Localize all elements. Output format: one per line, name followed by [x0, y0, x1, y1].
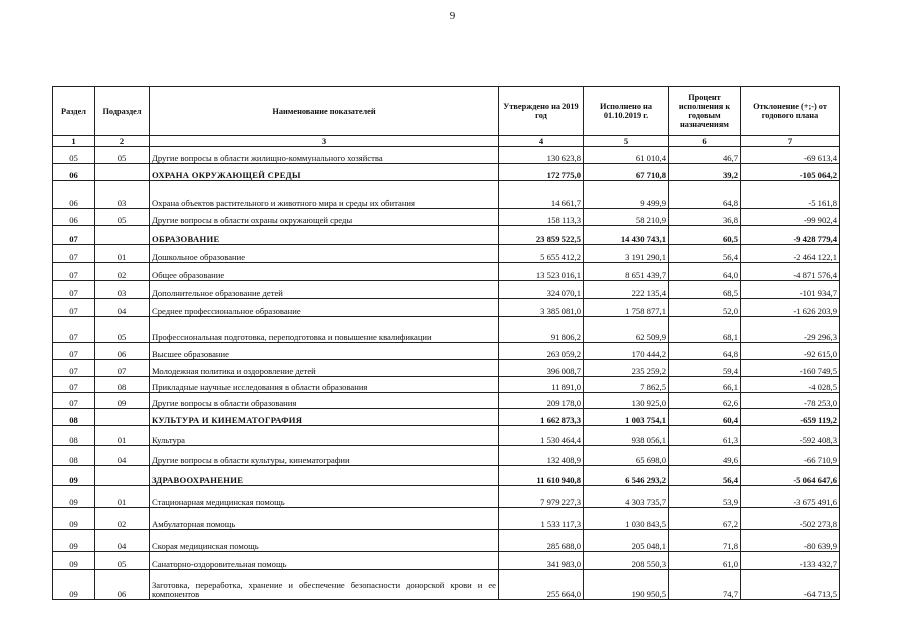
cell-executed: 1 758 877,1 [584, 299, 669, 317]
cell-deviation: -4 871 576,4 [741, 263, 840, 281]
cell-podrazdel: 06 [95, 343, 150, 360]
cell-approved: 158 113,3 [499, 209, 584, 226]
cell-podrazdel [95, 409, 150, 426]
cell-deviation: -659 119,2 [741, 409, 840, 426]
header-executed: Исполнено на 01.10.2019 г. [584, 87, 669, 136]
cell-name: Амбулаторная помощь [150, 508, 499, 530]
cell-executed: 67 710,8 [584, 164, 669, 181]
table-row [53, 226, 840, 245]
header-approved: Утверждено на 2019 год [499, 87, 584, 136]
header-percent: Процент исполнения к годовым назначениям [669, 87, 741, 136]
table-row [53, 245, 840, 263]
cell-razdel: 07 [53, 377, 95, 393]
cell-executed: 190 950,5 [584, 570, 669, 600]
table-header-row [53, 87, 840, 136]
cell-podrazdel: 02 [95, 508, 150, 530]
table-row [53, 299, 840, 317]
cell-percent: 39,2 [669, 164, 741, 181]
cell-name: Общее образование [150, 263, 499, 281]
cell-executed: 130 925,0 [584, 393, 669, 409]
cell-percent: 74,7 [669, 570, 741, 600]
table-row [53, 409, 840, 426]
cell-podrazdel: 04 [95, 530, 150, 552]
cell-podrazdel: 03 [95, 281, 150, 299]
cell-podrazdel: 05 [95, 552, 150, 570]
table-row [53, 426, 840, 446]
cell-executed: 4 303 735,7 [584, 486, 669, 508]
column-number: 7 [741, 136, 840, 147]
cell-percent: 64,8 [669, 181, 741, 209]
cell-razdel: 07 [53, 393, 95, 409]
cell-name: Заготовка, переработка, хранение и обеспечение безопасности донорской крови и ее компонентов [150, 570, 499, 600]
cell-deviation: -5 064 647,6 [741, 466, 840, 486]
cell-deviation: -592 408,3 [741, 426, 840, 446]
cell-approved: 209 178,0 [499, 393, 584, 409]
cell-razdel: 07 [53, 360, 95, 377]
cell-executed: 1 003 754,1 [584, 409, 669, 426]
cell-percent: 56,4 [669, 466, 741, 486]
column-number: 1 [53, 136, 95, 147]
cell-name: Прикладные научные исследования в области образования [150, 377, 499, 393]
cell-razdel: 07 [53, 226, 95, 245]
cell-name: Санаторно-оздоровительная помощь [150, 552, 499, 570]
cell-podrazdel: 01 [95, 486, 150, 508]
cell-name: Дополнительное образование детей [150, 281, 499, 299]
cell-percent: 66,1 [669, 377, 741, 393]
cell-podrazdel: 03 [95, 181, 150, 209]
cell-executed: 9 499,9 [584, 181, 669, 209]
cell-name: Среднее профессиональное образование [150, 299, 499, 317]
cell-name: Дошкольное образование [150, 245, 499, 263]
cell-deviation: -101 934,7 [741, 281, 840, 299]
cell-approved: 1 530 464,4 [499, 426, 584, 446]
cell-approved: 132 408,9 [499, 446, 584, 466]
cell-razdel: 08 [53, 446, 95, 466]
cell-approved: 255 664,0 [499, 570, 584, 600]
table-row [53, 209, 840, 226]
cell-approved: 285 688,0 [499, 530, 584, 552]
cell-approved: 14 661,7 [499, 181, 584, 209]
cell-percent: 36,8 [669, 209, 741, 226]
table-row [53, 343, 840, 360]
column-number: 6 [669, 136, 741, 147]
table-row [53, 393, 840, 409]
cell-deviation: -5 161,8 [741, 181, 840, 209]
cell-executed: 7 862,5 [584, 377, 669, 393]
cell-percent: 49,6 [669, 446, 741, 466]
cell-podrazdel: 01 [95, 245, 150, 263]
cell-razdel: 05 [53, 147, 95, 164]
cell-approved: 13 523 016,1 [499, 263, 584, 281]
cell-executed: 938 056,1 [584, 426, 669, 446]
cell-name: КУЛЬТУРА И КИНЕМАТОГРАФИЯ [150, 409, 499, 426]
cell-deviation: -502 273,8 [741, 508, 840, 530]
table-row [53, 552, 840, 570]
cell-percent: 71,8 [669, 530, 741, 552]
cell-percent: 67,2 [669, 508, 741, 530]
table-row [53, 486, 840, 508]
cell-approved: 91 806,2 [499, 317, 584, 343]
cell-deviation: -2 464 122,1 [741, 245, 840, 263]
cell-razdel: 09 [53, 530, 95, 552]
cell-approved: 11 891,0 [499, 377, 584, 393]
table-row [53, 360, 840, 377]
cell-approved: 11 610 940,8 [499, 466, 584, 486]
cell-approved: 3 385 081,0 [499, 299, 584, 317]
cell-percent: 52,0 [669, 299, 741, 317]
cell-executed: 65 698,0 [584, 446, 669, 466]
cell-executed: 222 135,4 [584, 281, 669, 299]
column-number-row [53, 136, 840, 147]
cell-deviation: -1 626 203,9 [741, 299, 840, 317]
column-number: 3 [150, 136, 499, 147]
cell-name: Культура [150, 426, 499, 446]
cell-percent: 64,0 [669, 263, 741, 281]
cell-podrazdel [95, 226, 150, 245]
cell-deviation: -133 432,7 [741, 552, 840, 570]
cell-executed: 6 546 293,2 [584, 466, 669, 486]
cell-deviation: -80 639,9 [741, 530, 840, 552]
table-row [53, 466, 840, 486]
cell-percent: 60,5 [669, 226, 741, 245]
cell-approved: 23 859 522,5 [499, 226, 584, 245]
cell-approved: 7 979 227,3 [499, 486, 584, 508]
cell-razdel: 09 [53, 570, 95, 600]
cell-executed: 170 444,2 [584, 343, 669, 360]
table-row [53, 147, 840, 164]
cell-razdel: 09 [53, 486, 95, 508]
cell-deviation: -105 064,2 [741, 164, 840, 181]
cell-deviation: -78 253,0 [741, 393, 840, 409]
cell-name: Стационарная медицинская помощь [150, 486, 499, 508]
cell-approved: 172 775,0 [499, 164, 584, 181]
cell-deviation: -160 749,5 [741, 360, 840, 377]
cell-percent: 46,7 [669, 147, 741, 164]
cell-podrazdel: 09 [95, 393, 150, 409]
cell-executed: 3 191 290,1 [584, 245, 669, 263]
cell-approved: 324 070,1 [499, 281, 584, 299]
cell-razdel: 07 [53, 299, 95, 317]
cell-percent: 62,6 [669, 393, 741, 409]
header-razdel: Раздел [53, 87, 95, 136]
cell-podrazdel: 01 [95, 426, 150, 446]
cell-podrazdel [95, 164, 150, 181]
cell-name: Профессиональная подготовка, переподготовка и повышение квалификации [150, 317, 499, 343]
cell-razdel: 06 [53, 209, 95, 226]
cell-approved: 1 533 117,3 [499, 508, 584, 530]
cell-executed: 14 430 743,1 [584, 226, 669, 245]
cell-podrazdel: 05 [95, 147, 150, 164]
cell-executed: 58 210,9 [584, 209, 669, 226]
page-number: 9 [449, 10, 456, 22]
cell-name: ОБРАЗОВАНИЕ [150, 226, 499, 245]
cell-approved: 341 983,0 [499, 552, 584, 570]
cell-razdel: 06 [53, 181, 95, 209]
cell-deviation: -92 615,0 [741, 343, 840, 360]
header-podrazdel: Подраздел [95, 87, 150, 136]
table-row [53, 181, 840, 209]
cell-deviation: -69 613,4 [741, 147, 840, 164]
cell-name: Охрана объектов растительного и животного мира и среды их обитания [150, 181, 499, 209]
cell-podrazdel [95, 466, 150, 486]
cell-razdel: 09 [53, 466, 95, 486]
cell-name: Другие вопросы в области образования [150, 393, 499, 409]
table-row [53, 508, 840, 530]
cell-razdel: 08 [53, 409, 95, 426]
cell-executed: 235 259,2 [584, 360, 669, 377]
header-name: Наименование показателей [150, 87, 499, 136]
cell-razdel: 07 [53, 343, 95, 360]
cell-podrazdel: 02 [95, 263, 150, 281]
cell-razdel: 07 [53, 263, 95, 281]
cell-deviation: -66 710,9 [741, 446, 840, 466]
table-row [53, 164, 840, 181]
cell-executed: 1 030 843,5 [584, 508, 669, 530]
cell-podrazdel: 06 [95, 570, 150, 600]
cell-approved: 396 008,7 [499, 360, 584, 377]
cell-razdel: 06 [53, 164, 95, 181]
cell-razdel: 07 [53, 245, 95, 263]
cell-percent: 64,8 [669, 343, 741, 360]
cell-name: Высшее образование [150, 343, 499, 360]
column-number: 4 [499, 136, 584, 147]
cell-deviation: -3 675 491,6 [741, 486, 840, 508]
cell-podrazdel: 05 [95, 317, 150, 343]
cell-name: ОХРАНА ОКРУЖАЮЩЕЙ СРЕДЫ [150, 164, 499, 181]
cell-podrazdel: 07 [95, 360, 150, 377]
cell-podrazdel: 08 [95, 377, 150, 393]
cell-percent: 61,0 [669, 552, 741, 570]
header-deviation: Отклонение (+;-) от годового плана [741, 87, 840, 136]
column-number: 2 [95, 136, 150, 147]
cell-percent: 56,4 [669, 245, 741, 263]
cell-razdel: 08 [53, 426, 95, 446]
cell-executed: 61 010,4 [584, 147, 669, 164]
cell-deviation: -99 902,4 [741, 209, 840, 226]
cell-name: Молодежная политика и оздоровление детей [150, 360, 499, 377]
table-row [53, 263, 840, 281]
cell-name: ЗДРАВООХРАНЕНИЕ [150, 466, 499, 486]
cell-percent: 68,1 [669, 317, 741, 343]
cell-approved: 130 623,8 [499, 147, 584, 164]
table-body [53, 147, 840, 600]
cell-name: Скорая медицинская помощь [150, 530, 499, 552]
cell-podrazdel: 04 [95, 446, 150, 466]
cell-razdel: 07 [53, 281, 95, 299]
table-row [53, 570, 840, 600]
cell-executed: 8 651 439,7 [584, 263, 669, 281]
cell-razdel: 09 [53, 508, 95, 530]
cell-percent: 61,3 [669, 426, 741, 446]
column-number: 5 [584, 136, 669, 147]
table-row [53, 317, 840, 343]
cell-deviation: -4 028,5 [741, 377, 840, 393]
table-row [53, 281, 840, 299]
cell-deviation: -29 296,3 [741, 317, 840, 343]
cell-name: Другие вопросы в области жилищно-коммунального хозяйства [150, 147, 499, 164]
cell-deviation: -9 428 779,4 [741, 226, 840, 245]
table-row [53, 446, 840, 466]
cell-podrazdel: 05 [95, 209, 150, 226]
cell-percent: 60,4 [669, 409, 741, 426]
table-row [53, 530, 840, 552]
budget-execution-table [52, 86, 840, 600]
cell-name: Другие вопросы в области культуры, кинематографии [150, 446, 499, 466]
table-row [53, 377, 840, 393]
cell-percent: 68,5 [669, 281, 741, 299]
cell-razdel: 09 [53, 552, 95, 570]
cell-executed: 62 509,9 [584, 317, 669, 343]
cell-razdel: 07 [53, 317, 95, 343]
cell-approved: 5 655 412,2 [499, 245, 584, 263]
cell-percent: 59,4 [669, 360, 741, 377]
cell-approved: 1 662 873,3 [499, 409, 584, 426]
cell-approved: 263 059,2 [499, 343, 584, 360]
cell-name: Другие вопросы в области охраны окружающей среды [150, 209, 499, 226]
cell-podrazdel: 04 [95, 299, 150, 317]
cell-executed: 205 048,1 [584, 530, 669, 552]
cell-executed: 208 550,3 [584, 552, 669, 570]
cell-percent: 53,9 [669, 486, 741, 508]
cell-deviation: -64 713,5 [741, 570, 840, 600]
